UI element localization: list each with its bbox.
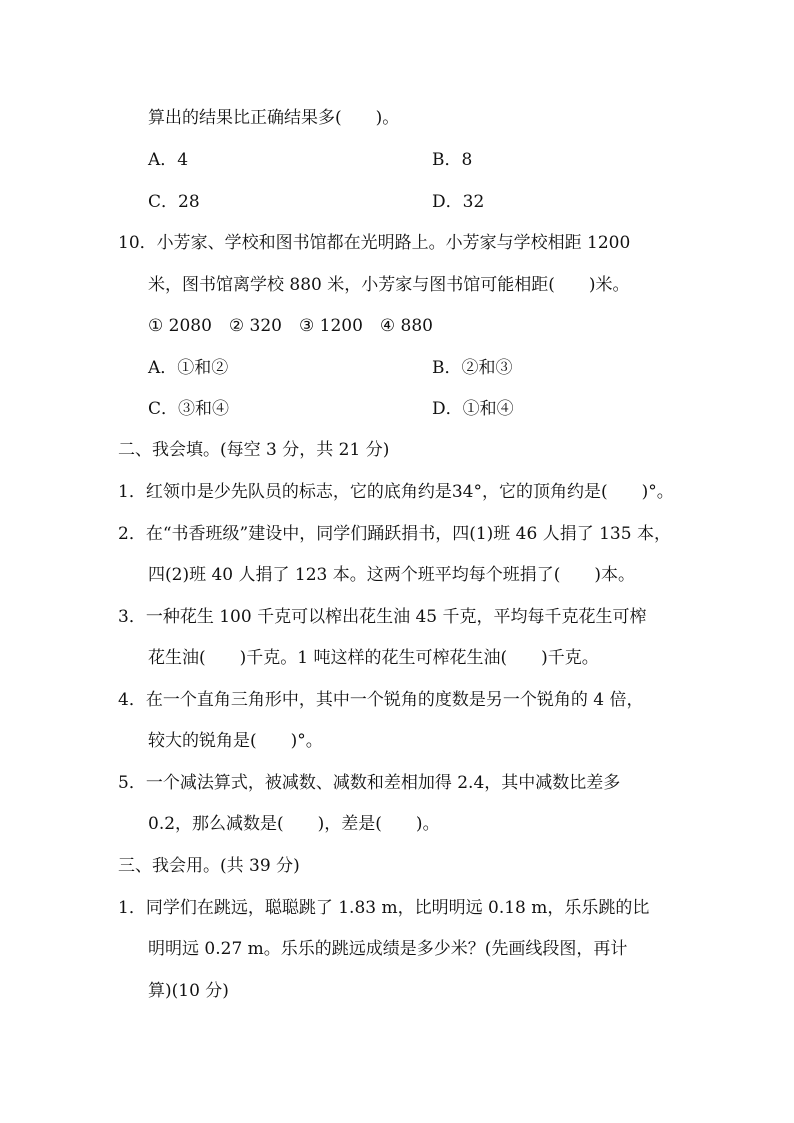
- s2-q3-line1: 3．一种花生 100 千克可以榨出花生油 45 千克，平均每千克花生可榨: [118, 607, 647, 627]
- q9-option-b[interactable]: B．8: [432, 150, 473, 170]
- s2-q3-line2: 花生油( )千克。1 吨这样的花生可榨花生油( )千克。: [148, 648, 599, 668]
- q10-option-d[interactable]: D．①和④: [432, 399, 514, 419]
- q9-option-a[interactable]: A．4: [148, 150, 189, 170]
- q9-text: 算出的结果比正确结果多( )。: [148, 108, 400, 128]
- s2-q2-line1: 2．在“书香班级”建设中，同学们踊跃捐书，四(1)班 46 人捐了 135 本，: [118, 524, 671, 544]
- s2-q4-line1: 4．在一个直角三角形中，其中一个锐角的度数是另一个锐角的 4 倍，: [118, 690, 644, 710]
- q10-option-b[interactable]: B．②和③: [432, 358, 513, 378]
- s2-q5-line1: 5．一个减法算式，被减数、减数和差相加得 2.4，其中减数比差多: [118, 773, 621, 793]
- section2-heading: 二、我会填。(每空 3 分，共 21 分): [118, 440, 390, 460]
- section3-heading: 三、我会用。(共 39 分): [118, 856, 300, 876]
- s2-q5-line2: 0.2，那么减数是( )，差是( )。: [148, 814, 440, 834]
- s2-q1-line1: 1．红领巾是少先队员的标志，它的底角约是34°，它的顶角约是( )°。: [118, 482, 674, 502]
- s3-q1-line3: 算)(10 分): [148, 981, 229, 1001]
- q10-option-c[interactable]: C．③和④: [148, 399, 230, 419]
- s3-q1-line1: 1．同学们在跳远，聪聪跳了 1.83 m，比明明远 0.18 m，乐乐跳的比: [118, 898, 650, 918]
- s2-q4-line2: 较大的锐角是( )°。: [148, 731, 323, 751]
- q10-option-a[interactable]: A．①和②: [148, 358, 229, 378]
- q10-text-line2: 米，图书馆离学校 880 米，小芳家与图书馆可能相距( )米。: [148, 275, 630, 295]
- q10-text-line1: 10．小芳家、学校和图书馆都在光明路上。小芳家与学校相距 1200: [118, 233, 631, 253]
- q9-option-c[interactable]: C．28: [148, 192, 200, 212]
- s3-q1-line2: 明明远 0.27 m。乐乐的跳远成绩是多少米？(先画线段图，再计: [148, 939, 628, 959]
- q9-option-d[interactable]: D．32: [432, 192, 485, 212]
- s2-q2-line2: 四(2)班 40 人捐了 123 本。这两个班平均每个班捐了( )本。: [148, 565, 636, 585]
- q10-choices: ① 2080 ② 320 ③ 1200 ④ 880: [148, 316, 433, 336]
